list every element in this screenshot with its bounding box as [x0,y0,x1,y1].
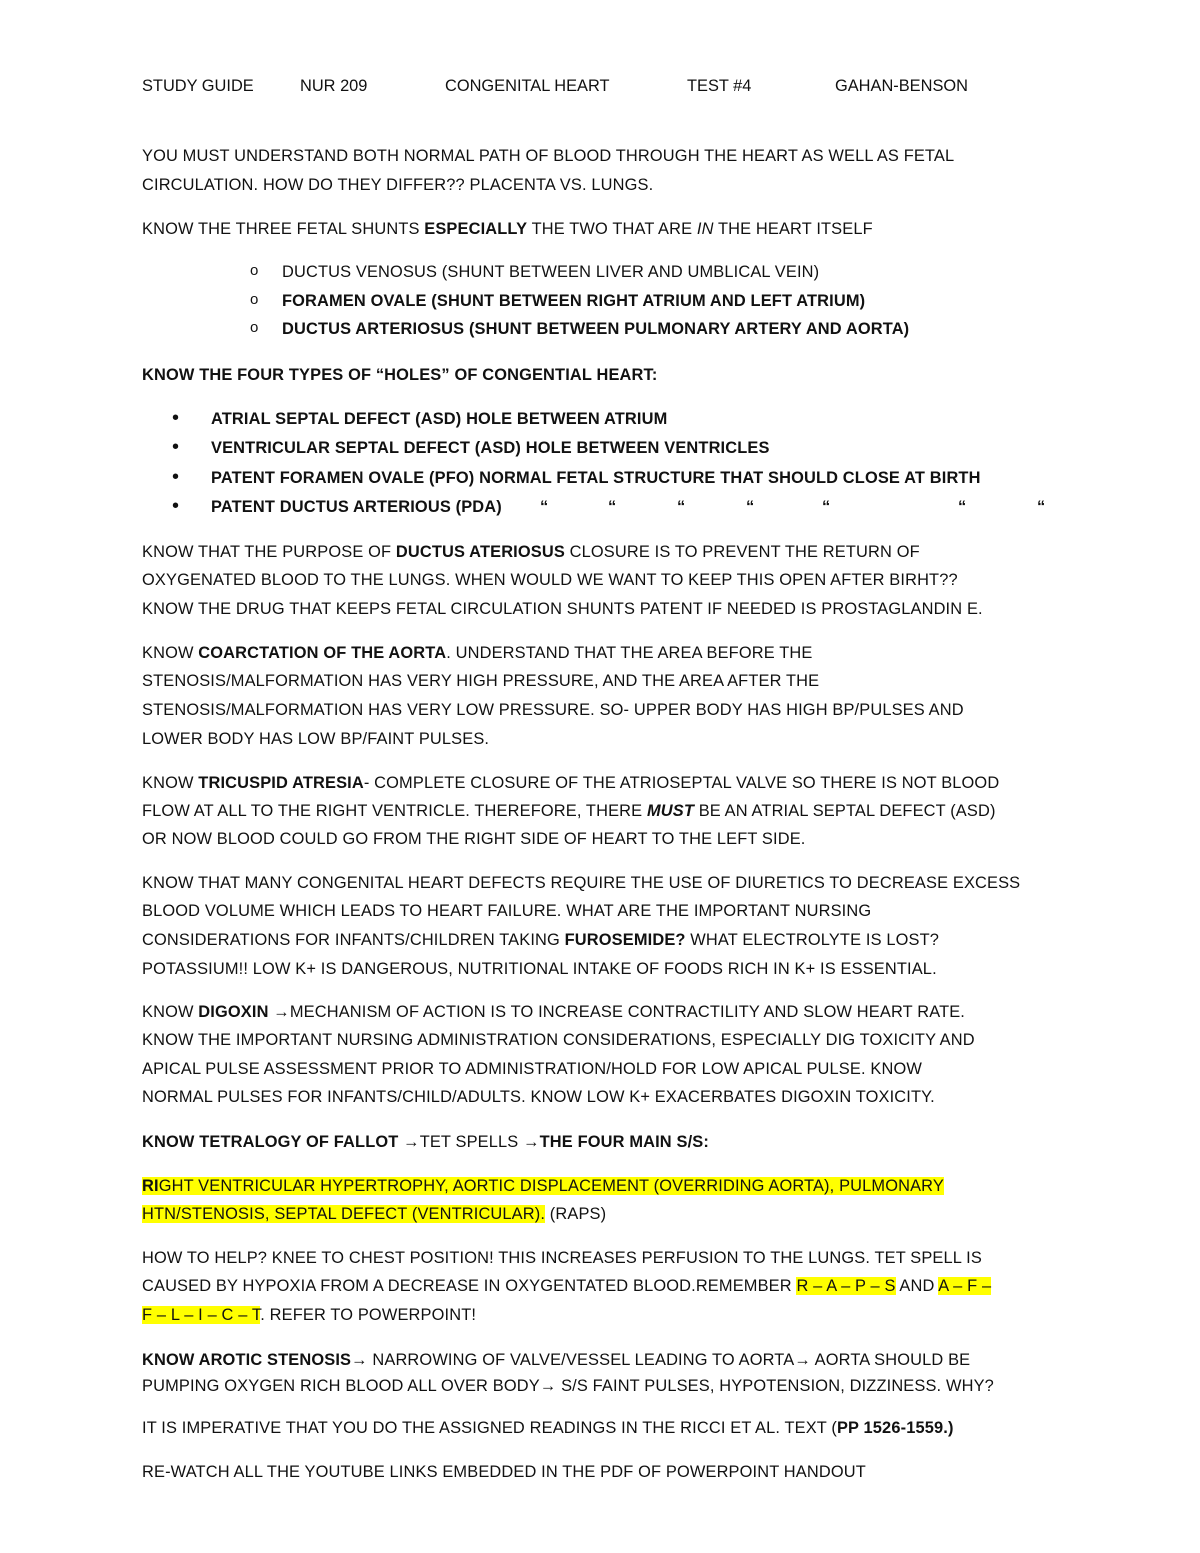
raps-mnemonic: (RAPS) [545,1205,607,1223]
readings-line [142,1418,954,1438]
highlighted-text [142,1177,944,1195]
hole-item-asd: ATRIAL SEPTAL DEFECT (ASD) HOLE BETWEEN ATRIUM [211,410,668,428]
digoxin-text: KNOW [142,1003,199,1021]
coarctation-text: KNOW [142,644,199,662]
header-author: GAHAN-BENSON [835,77,968,95]
tricuspid-text: - COMPLETE CLOSURE OF THE ATRIOSEPTAL VALVE SO THERE IS NOT BLOOD [363,774,1000,792]
holes-heading: KNOW THE FOUR TYPES OF “HOLES” OF CONGENTIAL HEART: [142,366,658,384]
rewatch-line: RE-WATCH ALL THE YOUTUBE LINKS EMBEDDED IN THE PDF OF POWERPOINT HANDOUT [142,1463,866,1481]
tetralogy-term: KNOW TETRALOGY OF FALLOT [142,1133,399,1151]
shunts-heading-italic: IN [696,220,714,238]
tricuspid-text: BE AN ATRIAL SEPTAL DEFECT (ASD) [694,802,996,820]
ductus-line-1 [142,542,920,562]
ditto-mark: “ [540,498,549,516]
highlighted-text [142,1205,545,1223]
highlighted-text-normal: HTN/STENOSIS, SEPTAL DEFECT (VENTRICULAR). [142,1205,546,1223]
tricuspid-line-1 [142,773,999,793]
shunts-heading-text-3: THE HEART ITSELF [713,220,873,238]
arrow-right-icon: → [273,1003,290,1021]
coarctation-line-1 [142,643,812,663]
coarctation-line-3: STENOSIS/MALFORMATION HAS VERY LOW PRESSURE. SO- UPPER BODY HAS HIGH BP/PULSES AND [142,701,964,719]
readings-text: IT IS IMPERATIVE THAT YOU DO THE ASSIGNED READINGS IN THE RICCI ET AL. TEXT ( [142,1419,837,1437]
furosemide-term: FUROSEMIDE? [564,931,686,949]
intro-line-2: CIRCULATION. HOW DO THEY DIFFER?? PLACENTA VS. LUNGS. [142,176,654,194]
aortic-text: S/S FAINT PULSES, HYPOTENSION, DIZZINESS. WHY? [561,1377,994,1395]
digoxin-line-2: KNOW THE IMPORTANT NURSING ADMINISTRATION CONSIDERATIONS, ESPECIALLY DIG TOXICITY AND [142,1031,975,1049]
tricuspid-term: TRICUSPID ATRESIA [198,774,364,792]
coarctation-term: COARCTATION OF THE AORTA [198,644,447,662]
intro-line-1: YOU MUST UNDERSTAND BOTH NORMAL PATH OF BLOOD THROUGH THE HEART AS WELL AS FETAL [142,147,955,165]
diuretics-line-3 [142,930,939,950]
tricuspid-line-2 [142,801,996,821]
tetralogy-heading [142,1132,709,1152]
list-bullet: • [172,436,180,458]
ductus-line-3: KNOW THE DRUG THAT KEEPS FETAL CIRCULATION SHUNTS PATENT IF NEEDED IS PROSTAGLANDIN E. [142,600,983,618]
aortic-text: NARROWING OF VALVE/VESSEL LEADING TO AORTA [372,1351,795,1369]
ditto-mark: “ [958,498,967,516]
list-bullet: o [250,262,259,279]
list-bullet: • [172,495,180,517]
arrow-right-icon: → [403,1133,420,1151]
header-topic: CONGENITAL HEART [445,77,610,95]
shunts-heading-text-1: KNOW THE THREE FETAL SHUNTS [142,220,425,238]
help-text: CAUSED BY HYPOXIA FROM A DECREASE IN OXYGENTATED BLOOD.REMEMBER [142,1277,797,1295]
shunts-heading [142,219,873,239]
aortic-text: PUMPING OXYGEN RICH BLOOD ALL OVER BODY [142,1377,540,1395]
tricuspid-emphasis: MUST [646,802,694,820]
aortic-text: AORTA SHOULD BE [814,1351,971,1369]
diuretics-line-4: POTASSIUM!! LOW K+ IS DANGEROUS, NUTRITIONAL INTAKE OF FOODS RICH IN K+ IS ESSENTIAL. [142,960,937,978]
tricuspid-text: FLOW AT ALL TO THE RIGHT VENTRICLE. THEREFORE, THERE [142,802,647,820]
ditto-mark: “ [608,498,617,516]
ditto-mark: “ [822,498,831,516]
shunts-heading-emphasis: ESPECIALLY [424,220,528,238]
diuretics-text: WHAT ELECTROLYTE IS LOST? [685,931,940,949]
digoxin-text: MECHANISM OF ACTION IS TO INCREASE CONTRACTILITY AND SLOW HEART RATE. [289,1003,966,1021]
arrow-right-icon: → [539,1377,557,1395]
coarctation-line-2: STENOSIS/MALFORMATION HAS VERY HIGH PRESSURE, AND THE AREA AFTER THE [142,672,820,690]
hole-item-vsd: VENTRICULAR SEPTAL DEFECT (ASD) HOLE BETWEEN VENTRICLES [211,439,770,457]
list-bullet: o [250,291,259,308]
digoxin-line-3: APICAL PULSE ASSESSMENT PRIOR TO ADMINISTRATION/HOLD FOR LOW APICAL PULSE. KNOW [142,1060,922,1078]
arrow-right-icon: → [794,1351,811,1369]
ductus-text: KNOW THAT THE PURPOSE OF [142,543,396,561]
help-line-1: HOW TO HELP? KNEE TO CHEST POSITION! THIS INCREASES PERFUSION TO THE LUNGS. TET SPELL IS [142,1249,982,1267]
tet-spells-text: TET SPELLS [419,1133,519,1151]
ductus-line-2: OXYGENATED BLOOD TO THE LUNGS. WHEN WOULD WE WANT TO KEEP THIS OPEN AFTER BIRHT?? [142,571,958,589]
ditto-mark: “ [1037,498,1046,516]
list-bullet: o [250,319,259,336]
tricuspid-text: KNOW [142,774,199,792]
shunt-item-ductus-venosus: DUCTUS VENOSUS (SHUNT BETWEEN LIVER AND UMBLICAL VEIN) [282,263,820,281]
readings-pages: PP 1526-1559.) [836,1419,954,1437]
diuretics-text: CONSIDERATIONS FOR INFANTS/CHILDREN TAKING [142,931,565,949]
shunt-item-ductus-arteriosus: DUCTUS ARTERIOSUS (SHUNT BETWEEN PULMONARY ARTERY AND AORTA) [282,320,910,338]
tetralogy-highlight-line-1 [142,1176,944,1196]
shunts-heading-text-2: THE TWO THAT ARE [527,220,697,238]
ductus-text: CLOSURE IS TO PREVENT THE RETURN OF [564,543,920,561]
header-course: NUR 209 [300,77,368,95]
hole-item-pfo: PATENT FORAMEN OVALE (PFO) NORMAL FETAL STRUCTURE THAT SHOULD CLOSE AT BIRTH [211,469,981,487]
digoxin-term: DIGOXIN [198,1003,269,1021]
arrow-right-icon: → [351,1351,368,1369]
tetralogy-signs-heading: THE FOUR MAIN S/S: [539,1133,709,1151]
digoxin-line-4: NORMAL PULSES FOR INFANTS/CHILD/ADULTS. KNOW LOW K+ EXACERBATES DIGOXIN TOXICITY. [142,1088,935,1106]
ditto-mark: “ [746,498,755,516]
afflict-highlight: A – F – [938,1277,992,1295]
ditto-mark: “ [677,498,686,516]
diuretics-line-1: KNOW THAT MANY CONGENITAL HEART DEFECTS REQUIRE THE USE OF DIURETICS TO DECREASE EXCESS [142,874,1021,892]
aortic-stenosis-term: KNOW AROTIC STENOSIS [142,1351,352,1369]
diuretics-line-2: BLOOD VOLUME WHICH LEADS TO HEART FAILURE. WHAT ARE THE IMPORTANT NURSING [142,902,872,920]
coarctation-text: . UNDERSTAND THAT THE AREA BEFORE THE [446,644,813,662]
help-text: . REFER TO POWERPOINT! [260,1306,477,1324]
help-line-2 [142,1276,991,1296]
header-study-guide: STUDY GUIDE [142,77,254,95]
list-bullet: • [172,407,180,429]
arrow-right-icon: → [523,1133,540,1151]
highlighted-text-normal: GHT VENTRICULAR HYPERTROPHY, AORTIC DISPLACEMENT (OVERRIDING AORTA), PULMONARY [158,1177,944,1195]
afflict-highlight: F – L – I – C – T [142,1306,261,1324]
shunt-item-foramen-ovale: FORAMEN OVALE (SHUNT BETWEEN RIGHT ATRIUM AND LEFT ATRIUM) [282,292,866,310]
tricuspid-line-3: OR NOW BLOOD COULD GO FROM THE RIGHT SIDE OF HEART TO THE LEFT SIDE. [142,830,806,848]
header-test: TEST #4 [687,77,752,95]
aortic-line-2 [142,1376,994,1396]
help-line-3 [142,1305,476,1325]
ductus-term: DUCTUS ATERIOSUS [395,543,565,561]
hole-item-pda: PATENT DUCTUS ARTERIOUS (PDA) [211,498,502,516]
tetralogy-highlight-line-2 [142,1204,606,1224]
digoxin-line-1 [142,1002,965,1022]
list-bullet: • [172,466,180,488]
raps-highlight: R – A – P – S [796,1277,896,1295]
help-text: AND [895,1277,939,1295]
highlighted-text-bold: RI [142,1177,159,1195]
aortic-line-1 [142,1350,970,1370]
coarctation-line-4: LOWER BODY HAS LOW BP/FAINT PULSES. [142,730,490,748]
